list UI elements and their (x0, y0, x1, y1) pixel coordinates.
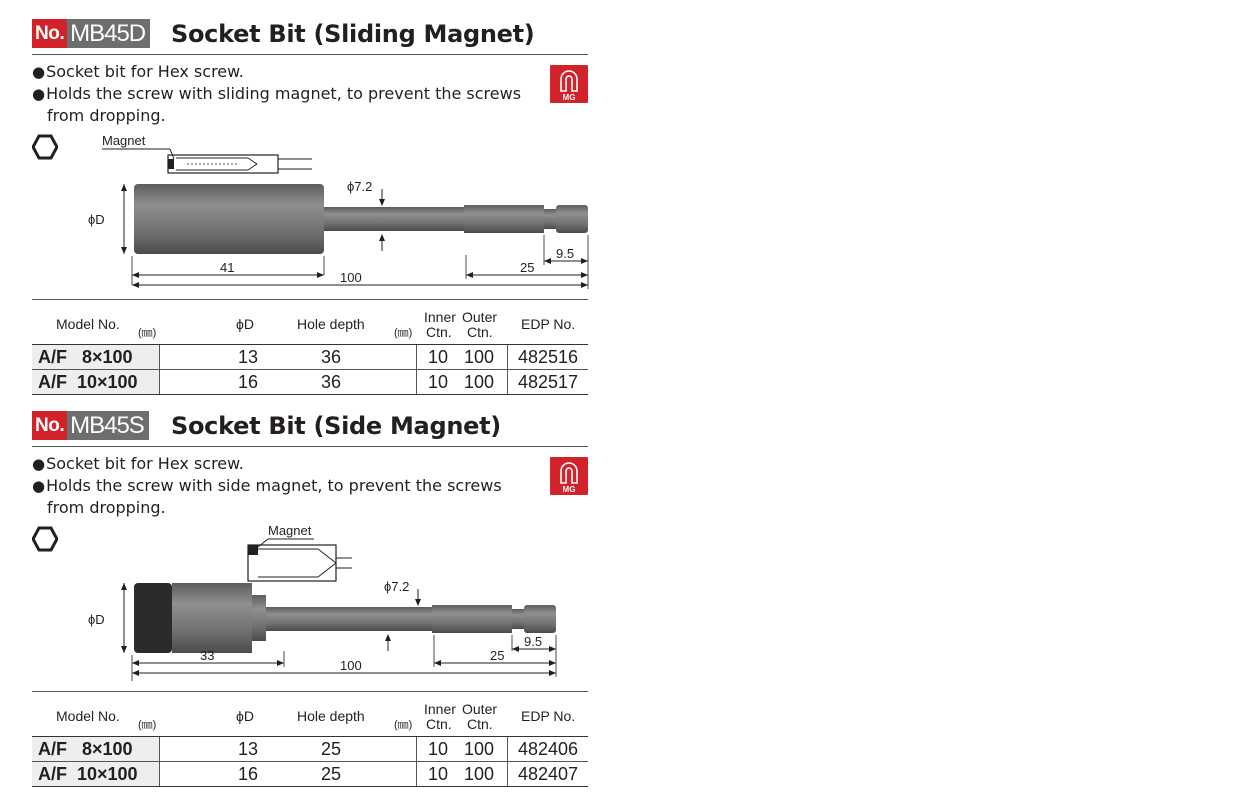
feature-item: ●Socket bit for Hex screw. (32, 454, 244, 473)
header-unit: (㎜) (394, 327, 413, 339)
shank-diameter-label: ϕ7.2 (347, 179, 373, 194)
model-number: MB45D (67, 19, 150, 48)
magnet-icon (550, 457, 588, 495)
mg-label: MG (562, 485, 576, 494)
header-outer-ctn: Ctn. (467, 716, 493, 732)
feature-item: ●Socket bit for Hex screw. (32, 62, 244, 81)
feature-list (32, 61, 552, 126)
feature-item: ●Holds the screw with side magnet, to prevent the screws (32, 476, 502, 495)
table-row: A/F 8×100 13 25 10 100 482406 (32, 736, 588, 761)
socket-bit-diagram (52, 521, 592, 695)
header-model: Model No. (56, 708, 120, 724)
header-outer: Outer (462, 309, 498, 325)
bullet-icon: ● (32, 455, 46, 473)
mg-label: MG (562, 93, 576, 102)
socket-length-label: 41 (220, 260, 235, 275)
header-outer-ctn: Ctn. (467, 324, 493, 340)
table-header (32, 692, 588, 736)
header-hole-depth: Hole depth (297, 708, 365, 724)
magnet-label: Magnet (102, 133, 146, 148)
magnet-label: Magnet (268, 523, 312, 538)
no-label: No. (32, 19, 67, 48)
header-diameter: ϕD (236, 316, 254, 332)
diameter-label: ϕD (88, 612, 105, 627)
total-length-label: 100 (340, 270, 362, 285)
spec-table (32, 299, 588, 395)
header-edp: EDP No. (521, 708, 576, 724)
socket-length-label: 33 (200, 648, 215, 663)
table-row: A/F 10×100 16 25 10 100 482407 (32, 761, 588, 787)
model-badge (32, 19, 150, 48)
hex-length-label: 25 (520, 260, 535, 275)
header-unit: (㎜) (138, 719, 157, 731)
feature-item: ●Holds the screw with sliding magnet, to prevent the screws (32, 84, 522, 103)
bullet-icon: ● (32, 477, 46, 495)
tip-length-label: 9.5 (524, 634, 543, 649)
table-row: A/F 8×100 13 36 10 100 482516 (32, 344, 588, 369)
header-hole-depth: Hole depth (297, 316, 365, 332)
model-badge (32, 411, 149, 440)
header-model: Model No. (56, 316, 120, 332)
table-header (32, 300, 588, 344)
header-unit: (㎜) (394, 719, 413, 731)
header-inner-ctn: Ctn. (426, 716, 452, 732)
tip-length-label: 9.5 (556, 246, 575, 261)
product-title: Socket Bit (Sliding Magnet) (171, 20, 535, 48)
spec-table (32, 691, 588, 787)
product-section-mb45s (32, 406, 588, 798)
header-outer: Outer (462, 701, 498, 717)
socket-bit-diagram (52, 129, 592, 303)
header-unit: (㎜) (138, 327, 157, 339)
product-section-mb45d (32, 14, 588, 400)
feature-list (32, 453, 552, 518)
table-row: A/F 10×100 16 36 10 100 482517 (32, 369, 588, 395)
feature-item-continued: from dropping. (47, 498, 166, 517)
header-edp: EDP No. (521, 316, 576, 332)
header-inner-ctn: Ctn. (426, 324, 452, 340)
header-diameter: ϕD (236, 708, 254, 724)
magnet-icon (550, 65, 588, 103)
product-title-row (32, 16, 588, 55)
total-length-label: 100 (340, 658, 362, 673)
bullet-icon: ● (32, 85, 46, 103)
header-inner: Inner (424, 701, 456, 717)
model-number: MB45S (67, 411, 149, 440)
feature-item-continued: from dropping. (47, 106, 166, 125)
shank-diameter-label: ϕ7.2 (384, 579, 410, 594)
diameter-label: ϕD (88, 212, 105, 227)
header-inner: Inner (424, 309, 456, 325)
product-title: Socket Bit (Side Magnet) (171, 412, 501, 440)
hex-length-label: 25 (490, 648, 505, 663)
bullet-icon: ● (32, 63, 46, 81)
product-title-row (32, 408, 588, 447)
no-label: No. (32, 411, 67, 440)
